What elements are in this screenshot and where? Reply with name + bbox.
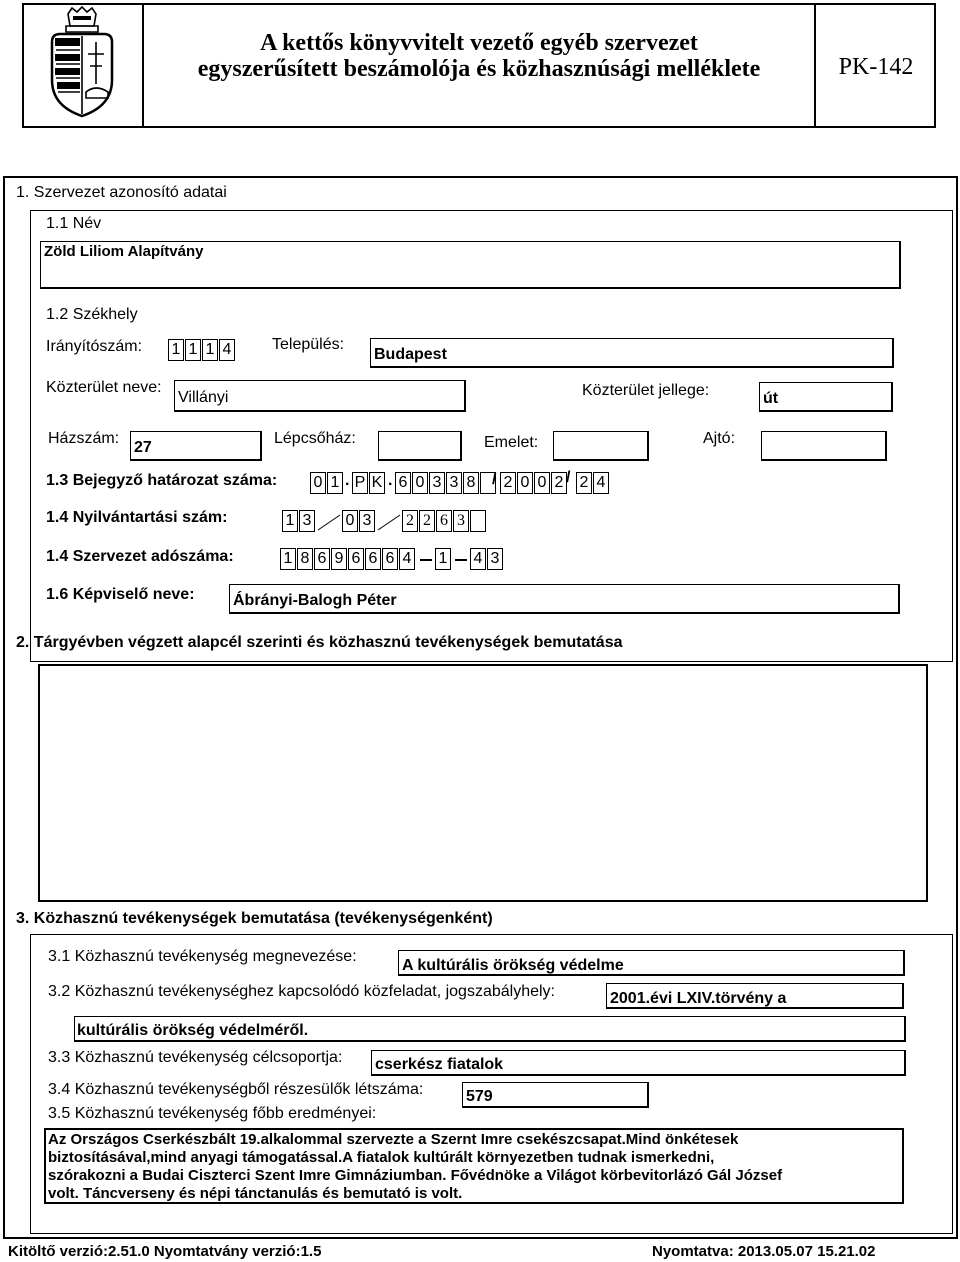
form-code: PK-142 — [838, 54, 914, 80]
city-field[interactable] — [370, 338, 894, 368]
zip-digit: 1 — [202, 339, 218, 361]
reg-decision-dot: . — [345, 472, 350, 489]
public-task-label: 3.2 Közhasznú tevékenységhez kapcsolódó közfeladat, jogszabályhely: — [48, 983, 555, 1000]
footer-version: Kitöltő verzió:2.51.0 Nyomtatvány verzió:1.5 — [8, 1243, 322, 1260]
stair-label: Lépcsőház: — [274, 430, 356, 447]
header-divider-left — [142, 3, 144, 128]
stair-field[interactable] — [378, 431, 462, 461]
tax-digit: 6 — [382, 548, 398, 570]
seat-label: 1.2 Székhely — [46, 306, 138, 323]
tax-dash — [420, 559, 432, 561]
reg-decision-digit: P — [352, 472, 368, 494]
tax-digit: 6 — [314, 548, 330, 570]
section3-title: 3. Közhasznú tevékenységek bemutatása (tevékenységenként) — [16, 910, 493, 927]
registry-digit: 3 — [299, 510, 315, 532]
street-type-field[interactable] — [759, 382, 893, 412]
house-label: Házszám: — [48, 430, 120, 447]
reg-decision-field[interactable] — [310, 469, 610, 496]
participants-label: 3.4 Közhasznú tevékenységből részesülők létszáma: — [48, 1081, 424, 1098]
reg-decision-slash: / — [566, 469, 571, 486]
door-label: Ajtó: — [703, 430, 736, 447]
tax-digit: 8 — [297, 548, 313, 570]
reg-decision-digit: 6 — [395, 472, 411, 494]
tax-dash — [455, 559, 467, 561]
form-title-line1: A kettős könyvvitelt vezető egyéb szervezet — [260, 30, 698, 56]
section2-textarea[interactable] — [38, 664, 928, 902]
tax-digit: 1 — [435, 548, 451, 570]
results-line: biztosításával,mind anyagi támogatással.A fiatalok kultúrált környezetben tudnak ismerkedni, — [48, 1149, 715, 1166]
reg-decision-digit: 3 — [429, 472, 445, 494]
tax-digit: 6 — [348, 548, 364, 570]
reg-decision-slash: / — [492, 471, 497, 488]
tax-digit: 3 — [487, 548, 503, 570]
results-line: Az Országos Cserkészbált 19.alkalommal szervezte a Szernt Imre csekészcsapat.Mind önkétesek — [48, 1131, 739, 1148]
form-title-line2: egyszerűsített beszámolója és közhasznúsági melléklete — [197, 56, 761, 82]
reg-decision-digit: 0 — [517, 472, 533, 494]
results-line: szórakozni a Budai Ciszterci Szent Imre Gimnáziumban. Fővédnöke a Világot körbevitorlázó Gál József — [48, 1167, 783, 1184]
registry-digit: 3 — [359, 510, 375, 532]
zip-digit: 4 — [219, 339, 235, 361]
tax-digit: 6 — [365, 548, 381, 570]
tax-digit: 4 — [399, 548, 415, 570]
tax-label: 1.4 Szervezet adószáma: — [46, 548, 234, 565]
city-label: Település: — [272, 336, 345, 353]
registry-digit: 1 — [282, 510, 298, 532]
house-value: 27 — [134, 439, 152, 456]
reg-decision-digit: 0 — [310, 472, 326, 494]
reg-decision-digit: 8 — [463, 472, 479, 494]
footer-printed: Nyomtatva: 2013.05.07 15.21.02 — [652, 1243, 876, 1260]
target-label: 3.3 Közhasznú tevékenység célcsoportja: — [48, 1049, 343, 1066]
form-title — [146, 30, 812, 82]
street-type-label: Közterület jellege: — [582, 382, 710, 399]
activity-name-value: A kultúrális örökség védelme — [402, 957, 624, 974]
public-task-value-1: 2001.évi LXIV.törvény a — [610, 990, 787, 1007]
street-value: Villányi — [178, 389, 229, 406]
tax-digit: 1 — [280, 548, 296, 570]
reg-decision-digit: 2 — [576, 472, 592, 494]
registry-field[interactable] — [282, 510, 502, 534]
activity-name-label: 3.1 Közhasznú tevékenység megnevezése: — [48, 948, 357, 965]
tax-field[interactable] — [280, 548, 510, 572]
reg-decision-dot: . — [388, 472, 393, 489]
results-line: volt. Táncverseny és népi tánctanulás és bemutató is volt. — [48, 1185, 463, 1202]
reg-decision-digit: 3 — [446, 472, 462, 494]
coat-of-arms-emblem — [46, 6, 118, 120]
tax-digit: 4 — [470, 548, 486, 570]
registry-digit: 2 — [419, 510, 435, 532]
registry-digit: 6 — [436, 510, 452, 532]
door-field[interactable] — [761, 431, 887, 461]
zip-digit: 1 — [185, 339, 201, 361]
floor-field[interactable] — [553, 431, 649, 461]
reg-decision-digit: 2 — [500, 472, 516, 494]
registry-digit — [470, 510, 486, 532]
rep-value: Ábrányi-Balogh Péter — [233, 592, 397, 609]
registry-digit: 3 — [453, 510, 469, 532]
rep-label: 1.6 Képviselő neve: — [46, 586, 195, 603]
registry-digit: 2 — [402, 510, 418, 532]
section2-title: 2. Tárgyévben végzett alapcél szerinti és közhasznú tevékenységek bemutatása — [16, 634, 623, 651]
section1-title: 1. Szervezet azonosító adatai — [16, 184, 227, 201]
zip-digit: 1 — [168, 339, 184, 361]
name-value: Zöld Liliom Alapítvány — [44, 243, 204, 260]
reg-decision-digit: 2 — [551, 472, 567, 494]
floor-label: Emelet: — [484, 434, 539, 451]
reg-decision-digit: 0 — [534, 472, 550, 494]
street-type-value: út — [763, 390, 779, 407]
reg-decision-label: 1.3 Bejegyző határozat száma: — [46, 472, 278, 489]
street-label: Közterület neve: — [46, 379, 162, 396]
reg-decision-digit: 4 — [593, 472, 609, 494]
city-value: Budapest — [374, 346, 447, 363]
section2-body — [40, 666, 926, 674]
registry-label: 1.4 Nyilvántartási szám: — [46, 509, 228, 526]
reg-decision-digit: 0 — [412, 472, 428, 494]
reg-decision-digit: K — [369, 472, 385, 494]
name-label: 1.1 Név — [46, 215, 102, 232]
header-divider-right — [814, 3, 816, 128]
registry-slash-icon — [317, 512, 341, 532]
zip-label: Irányítószám: — [46, 338, 143, 355]
registry-slash-icon — [377, 512, 401, 532]
tax-digit: 9 — [331, 548, 347, 570]
participants-value: 579 — [466, 1088, 493, 1105]
results-label: 3.5 Közhasznú tevékenység főbb eredményei: — [48, 1105, 377, 1122]
registry-digit: 0 — [342, 510, 358, 532]
target-value: cserkész fiatalok — [375, 1056, 504, 1073]
reg-decision-digit: 1 — [327, 472, 343, 494]
public-task-value-2: kultúrális örökség védelméről. — [77, 1022, 309, 1039]
